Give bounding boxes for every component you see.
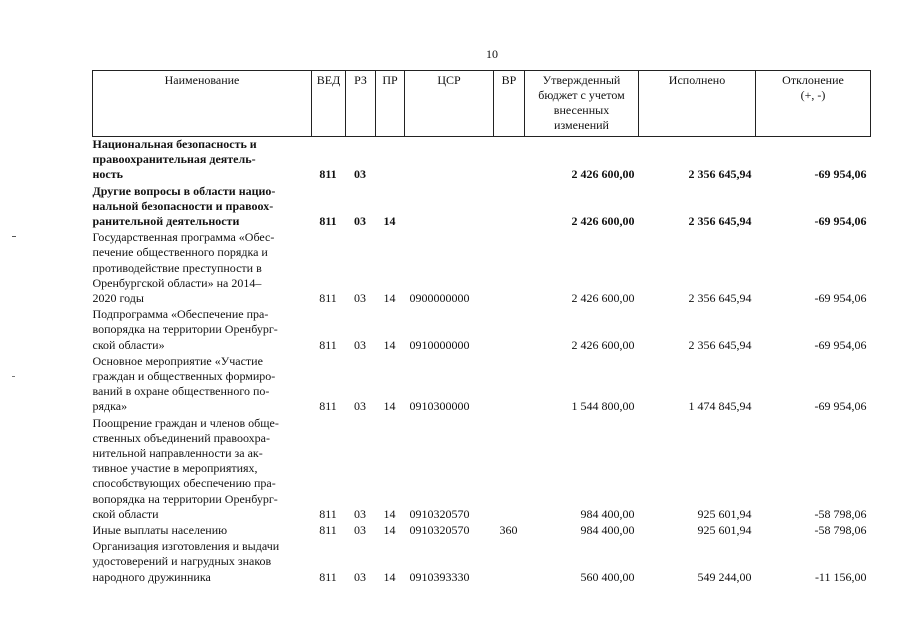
cell-csr: 0910393330 xyxy=(409,569,470,584)
col-header-csr: ЦСР xyxy=(405,71,494,137)
cell-vr: 360 xyxy=(499,523,518,538)
cell-executed: 925 601,94 xyxy=(697,523,752,538)
table-row xyxy=(93,137,871,183)
cell-pr: 14 xyxy=(383,291,396,306)
col-header-name: Наименование xyxy=(93,71,312,137)
name-line: ранительной деятельности xyxy=(92,214,240,229)
budget-table xyxy=(92,70,871,585)
cell-pr: 14 xyxy=(383,214,396,229)
cell-deviation: -11 156,00 xyxy=(814,569,867,584)
name-line: нальной безопасности и правоох- xyxy=(92,198,274,213)
name-line: Основное мероприятие «Участие xyxy=(92,353,263,368)
cell-ved: 811 xyxy=(319,569,337,584)
cell-executed: 1 474 845,94 xyxy=(688,399,752,414)
table-row xyxy=(93,229,871,306)
name-line: нительной направленности за ак- xyxy=(92,446,263,461)
cell-pr xyxy=(376,137,405,183)
scan-artifact xyxy=(12,236,16,237)
col-header-ved: ВЕД xyxy=(312,71,346,137)
table-row xyxy=(93,183,871,230)
name-line: Оренбургской области» на 2014– xyxy=(92,275,262,290)
cell-name xyxy=(93,522,312,538)
name-line: Национальная безопасность и xyxy=(92,137,257,151)
header-line: Утвержденный xyxy=(542,73,621,87)
cell-csr: 0910320570 xyxy=(409,506,470,521)
cell-executed: 2 356 645,94 xyxy=(688,291,752,306)
cell-csr xyxy=(405,137,494,183)
cell-ved: 811 xyxy=(319,523,337,538)
col-header-executed: Исполнено xyxy=(639,71,756,137)
table-row xyxy=(93,306,871,353)
cell-vr xyxy=(494,137,525,183)
header-line: Отклонение xyxy=(782,73,844,87)
cell-ved: 811 xyxy=(319,337,337,352)
name-line: ваний в охране общественного по- xyxy=(92,384,270,399)
name-line: ской области xyxy=(92,506,159,521)
cell-pr: 14 xyxy=(383,337,396,352)
cell-rz: 03 xyxy=(354,569,366,584)
cell-vr xyxy=(494,229,525,306)
cell-approved: 2 426 600,00 xyxy=(571,337,635,352)
cell-deviation: -58 798,06 xyxy=(814,506,867,521)
cell-csr: 0910320570 xyxy=(409,523,470,538)
cell-approved: 2 426 600,00 xyxy=(571,291,635,306)
cell-deviation: -69 954,06 xyxy=(814,214,867,229)
cell-pr: 14 xyxy=(383,506,396,521)
cell-csr xyxy=(405,183,494,230)
cell-csr: 0910300000 xyxy=(409,399,470,414)
table-body xyxy=(93,137,871,585)
cell-executed: 2 356 645,94 xyxy=(688,167,752,182)
cell-ved: 811 xyxy=(319,506,337,521)
name-line: способствующих обеспечению пра- xyxy=(92,476,276,491)
cell-vr xyxy=(494,538,525,585)
cell-pr: 14 xyxy=(383,569,396,584)
name-line: 2020 годы xyxy=(92,291,144,306)
cell-approved: 984 400,00 xyxy=(580,523,635,538)
cell-csr: 0910000000 xyxy=(409,337,470,352)
col-header-vr: ВР xyxy=(494,71,525,137)
name-line: правоохранительная деятель- xyxy=(92,152,256,167)
name-line: Иные выплаты населению xyxy=(92,523,228,538)
col-header-pr: ПР xyxy=(376,71,405,137)
cell-approved: 560 400,00 xyxy=(580,569,635,584)
cell-vr xyxy=(494,183,525,230)
header-line: (+, -) xyxy=(800,88,826,102)
cell-executed: 2 356 645,94 xyxy=(688,337,752,352)
name-line: Подпрограмма «Обеспечение пра- xyxy=(92,307,269,322)
cell-deviation: -69 954,06 xyxy=(814,167,867,182)
header-line: изменений xyxy=(554,118,609,132)
cell-ved: 811 xyxy=(319,291,337,306)
name-line: печение общественного порядка и xyxy=(92,245,268,260)
cell-deviation: -69 954,06 xyxy=(814,337,867,352)
cell-executed: 2 356 645,94 xyxy=(688,214,752,229)
cell-name xyxy=(93,229,312,306)
cell-rz: 03 xyxy=(354,399,366,414)
cell-executed: 925 601,94 xyxy=(697,506,752,521)
col-header-deviation xyxy=(756,71,871,137)
table-row xyxy=(93,415,871,522)
cell-executed: 549 244,00 xyxy=(697,569,752,584)
cell-rz: 03 xyxy=(354,337,366,352)
name-line: Государственная программа «Обес- xyxy=(92,230,275,245)
name-line: удостоверений и нагрудных знаков xyxy=(92,554,272,569)
cell-name xyxy=(93,538,312,585)
cell-name xyxy=(93,137,312,183)
name-line: Другие вопросы в области нацио- xyxy=(92,183,276,198)
name-line: граждан и общественных формиро- xyxy=(92,369,276,384)
name-line: ственных объединений правоохра- xyxy=(92,430,270,445)
name-line: противодействие преступности в xyxy=(92,260,262,275)
cell-approved: 984 400,00 xyxy=(580,506,635,521)
name-line: ской области» xyxy=(92,337,165,352)
cell-csr: 0900000000 xyxy=(409,291,470,306)
col-header-approved-budget xyxy=(525,71,639,137)
cell-name xyxy=(93,183,312,230)
cell-vr xyxy=(494,415,525,522)
header-line: бюджет с учетом xyxy=(538,88,625,102)
col-header-rz: РЗ xyxy=(346,71,376,137)
table-row xyxy=(93,538,871,585)
name-line: тивное участие в мероприятиях, xyxy=(92,461,258,476)
cell-ved: 811 xyxy=(319,167,337,182)
cell-deviation: -69 954,06 xyxy=(814,291,867,306)
scan-artifact xyxy=(12,376,15,377)
cell-name xyxy=(93,415,312,522)
name-line: ность xyxy=(92,167,123,182)
cell-rz: 03 xyxy=(354,523,366,538)
cell-name xyxy=(93,306,312,353)
table-header-row xyxy=(93,71,871,137)
cell-rz: 03 xyxy=(354,167,366,182)
name-line: вопорядка на территории Оренбург- xyxy=(92,491,278,506)
cell-deviation: -58 798,06 xyxy=(814,523,867,538)
name-line: вопорядка на территории Оренбург- xyxy=(92,322,278,337)
cell-rz: 03 xyxy=(354,214,366,229)
cell-deviation: -69 954,06 xyxy=(814,399,867,414)
table-row xyxy=(93,353,871,415)
table-row xyxy=(93,522,871,538)
cell-ved: 811 xyxy=(319,399,337,414)
cell-approved: 2 426 600,00 xyxy=(571,214,635,229)
cell-ved: 811 xyxy=(319,214,337,229)
cell-approved: 2 426 600,00 xyxy=(571,167,635,182)
cell-pr: 14 xyxy=(383,399,396,414)
cell-name xyxy=(93,353,312,415)
cell-rz: 03 xyxy=(354,506,366,521)
cell-approved: 1 544 800,00 xyxy=(571,399,635,414)
cell-vr xyxy=(494,306,525,353)
header-line: внесенных xyxy=(553,103,610,117)
name-line: народного дружинника xyxy=(92,569,211,584)
cell-vr xyxy=(494,353,525,415)
page-number: 10 xyxy=(486,47,498,61)
name-line: Поощрение граждан и членов обще- xyxy=(92,415,279,430)
name-line: Организация изготовления и выдачи xyxy=(92,539,280,554)
cell-rz: 03 xyxy=(354,291,366,306)
cell-pr: 14 xyxy=(383,523,396,538)
name-line: рядка» xyxy=(92,399,128,414)
